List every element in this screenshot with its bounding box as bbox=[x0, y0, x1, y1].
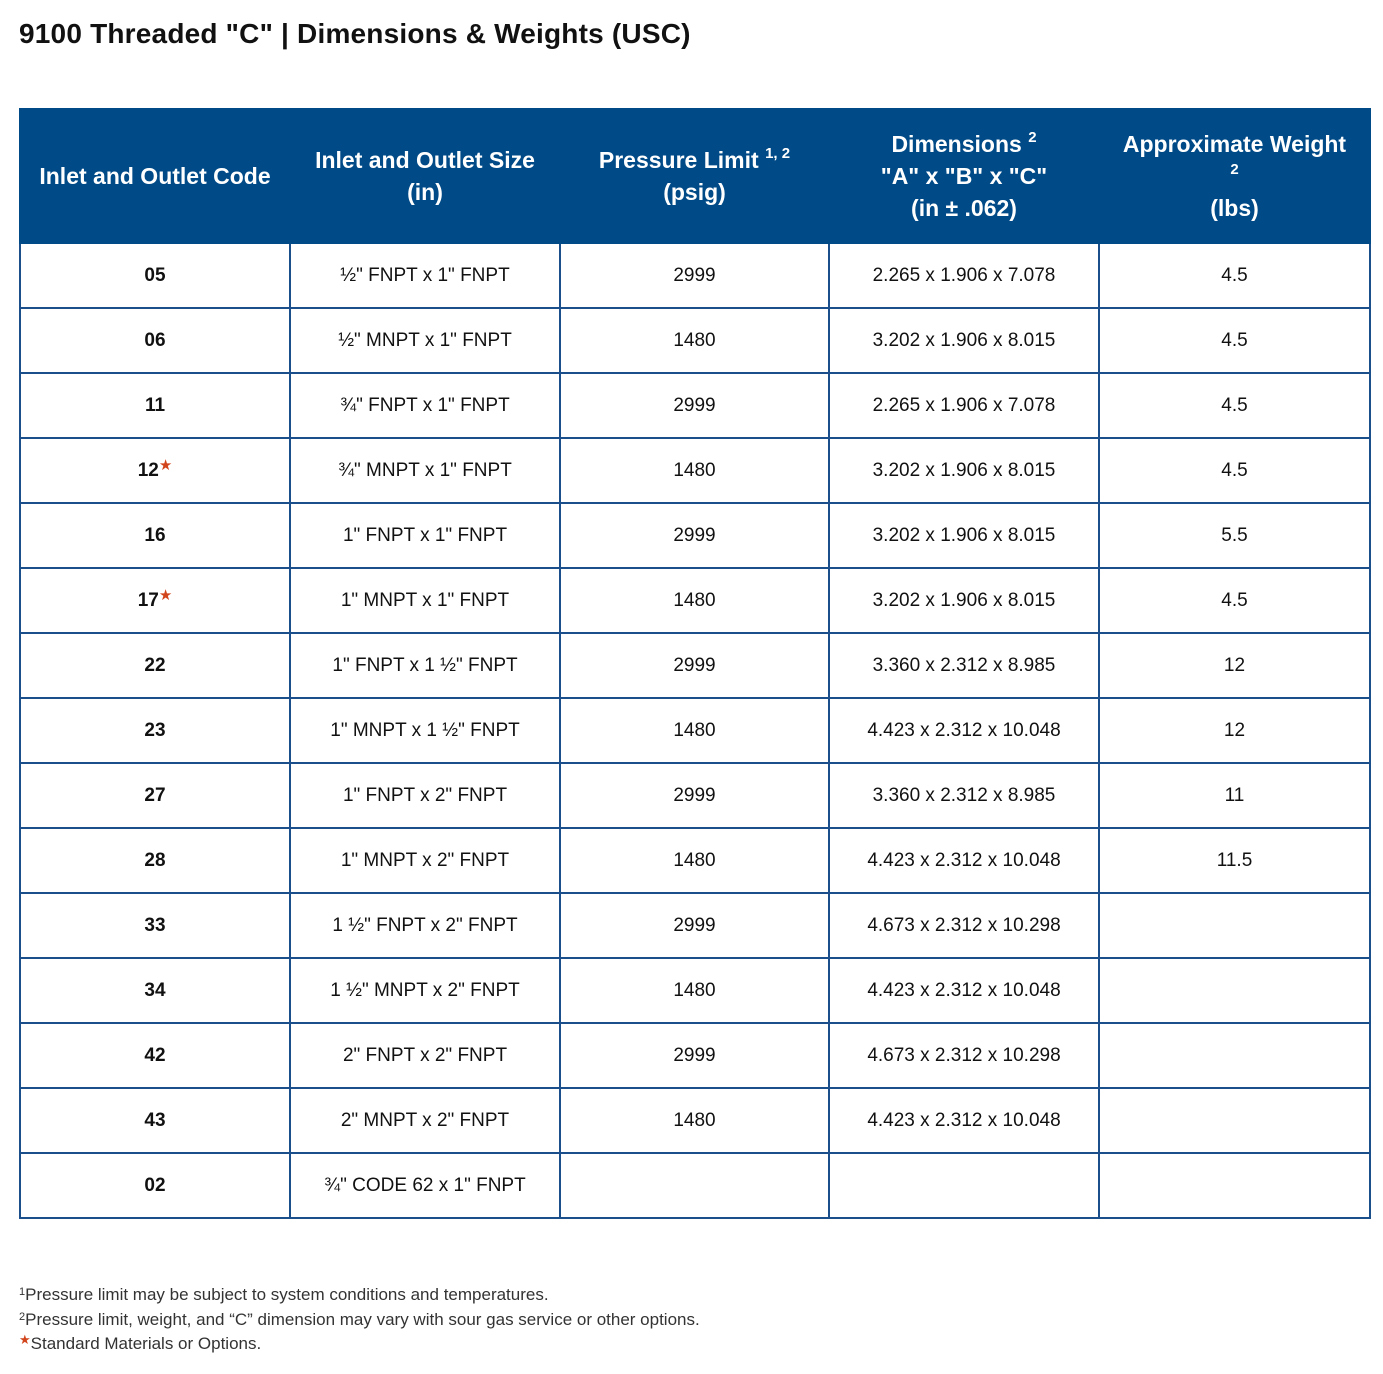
cell-pressure: 1480 bbox=[560, 958, 829, 1023]
cell-code: 17★ bbox=[20, 568, 290, 633]
cell-weight bbox=[1099, 1153, 1370, 1218]
cell-pressure: 2999 bbox=[560, 503, 829, 568]
cell-code: 16 bbox=[20, 503, 290, 568]
cell-size: 2" FNPT x 2" FNPT bbox=[290, 1023, 560, 1088]
cell-pressure: 1480 bbox=[560, 438, 829, 503]
cell-size: ¾" FNPT x 1" FNPT bbox=[290, 373, 560, 438]
cell-weight bbox=[1099, 958, 1370, 1023]
cell-size: ½" FNPT x 1" FNPT bbox=[290, 243, 560, 308]
cell-weight: 12 bbox=[1099, 633, 1370, 698]
cell-dimensions: 4.423 x 2.312 x 10.048 bbox=[829, 958, 1099, 1023]
cell-code: 02 bbox=[20, 1153, 290, 1218]
cell-pressure: 1480 bbox=[560, 1088, 829, 1153]
cell-code: 34 bbox=[20, 958, 290, 1023]
cell-size: 2" MNPT x 2" FNPT bbox=[290, 1088, 560, 1153]
table-row bbox=[20, 698, 1370, 763]
table-row bbox=[20, 633, 1370, 698]
footnote-mark: 2 bbox=[19, 1310, 26, 1323]
cell-dimensions: 2.265 x 1.906 x 7.078 bbox=[829, 243, 1099, 308]
cell-pressure: 1480 bbox=[560, 698, 829, 763]
cell-weight: 4.5 bbox=[1099, 568, 1370, 633]
cell-pressure: 2999 bbox=[560, 373, 829, 438]
dimensions-table bbox=[19, 108, 1371, 1219]
cell-size: 1" FNPT x 1" FNPT bbox=[290, 503, 560, 568]
cell-code: 05 bbox=[20, 243, 290, 308]
cell-code: 28 bbox=[20, 828, 290, 893]
table-row bbox=[20, 503, 1370, 568]
header-dimensions-footnote: 2 bbox=[1028, 129, 1037, 146]
cell-dimensions: 3.202 x 1.906 x 8.015 bbox=[829, 568, 1099, 633]
cell-weight bbox=[1099, 893, 1370, 958]
star-icon: ★ bbox=[158, 456, 173, 474]
cell-code: 43 bbox=[20, 1088, 290, 1153]
cell-size: 1" MNPT x 1" FNPT bbox=[290, 568, 560, 633]
header-dimensions: Dimensions $^2$ "A" x "B" x "C" (in ± .062) bbox=[829, 109, 1099, 243]
cell-size: 1" FNPT x 1 ½" FNPT bbox=[290, 633, 560, 698]
header-pressure: Pressure Limit $^{1, 2}$ (psig) bbox=[560, 109, 829, 243]
footnote: $^1$Pressure limit may be subject to system conditions and temperatures. bbox=[19, 1285, 549, 1304]
cell-weight: 5.5 bbox=[1099, 503, 1370, 568]
cell-pressure: 1480 bbox=[560, 568, 829, 633]
cell-code: 11 bbox=[20, 373, 290, 438]
cell-code: 33 bbox=[20, 893, 290, 958]
cell-dimensions: 4.673 x 2.312 x 10.298 bbox=[829, 893, 1099, 958]
table-row bbox=[20, 1088, 1370, 1153]
cell-pressure: 2999 bbox=[560, 763, 829, 828]
cell-code: 22 bbox=[20, 633, 290, 698]
table-row bbox=[20, 243, 1370, 308]
table-row bbox=[20, 763, 1370, 828]
cell-code: 42 bbox=[20, 1023, 290, 1088]
cell-pressure: 2999 bbox=[560, 633, 829, 698]
cell-size: 1" FNPT x 2" FNPT bbox=[290, 763, 560, 828]
table-row bbox=[20, 308, 1370, 373]
page-title: 9100 Threaded "C" | Dimensions & Weights (USC) bbox=[19, 18, 691, 49]
cell-pressure: 2999 bbox=[560, 893, 829, 958]
cell-size: ½" MNPT x 1" FNPT bbox=[290, 308, 560, 373]
table-row bbox=[20, 893, 1370, 958]
footnote-mark: 1 bbox=[19, 1286, 26, 1298]
cell-code: 06 bbox=[20, 308, 290, 373]
header-weight-footnote: 2 bbox=[1230, 161, 1239, 178]
star-icon: ★ bbox=[158, 586, 173, 604]
cell-dimensions: 4.423 x 2.312 x 10.048 bbox=[829, 828, 1099, 893]
cell-dimensions: 4.423 x 2.312 x 10.048 bbox=[829, 1088, 1099, 1153]
cell-code: 23 bbox=[20, 698, 290, 763]
table-row bbox=[20, 958, 1370, 1023]
cell-size: ¾" CODE 62 x 1" FNPT bbox=[290, 1153, 560, 1218]
table-row bbox=[20, 1153, 1370, 1218]
cell-dimensions: 3.360 x 2.312 x 8.985 bbox=[829, 763, 1099, 828]
cell-dimensions: 3.202 x 1.906 x 8.015 bbox=[829, 308, 1099, 373]
header-size: Inlet and Outlet Size (in) bbox=[290, 109, 560, 243]
cell-weight: 4.5 bbox=[1099, 438, 1370, 503]
header-code: Inlet and Outlet Code bbox=[20, 109, 290, 243]
header-pressure-footnote: 1, 2 bbox=[765, 145, 791, 162]
cell-pressure: 2999 bbox=[560, 1023, 829, 1088]
table-row bbox=[20, 1023, 1370, 1088]
cell-size: 1" MNPT x 1 ½" FNPT bbox=[290, 698, 560, 763]
cell-weight bbox=[1099, 1023, 1370, 1088]
cell-size: 1 ½" MNPT x 2" FNPT bbox=[290, 958, 560, 1023]
cell-weight: 12 bbox=[1099, 698, 1370, 763]
cell-pressure: 1480 bbox=[560, 828, 829, 893]
cell-dimensions: 4.673 x 2.312 x 10.298 bbox=[829, 1023, 1099, 1088]
cell-pressure: 2999 bbox=[560, 243, 829, 308]
table-row bbox=[20, 373, 1370, 438]
table-header-row bbox=[20, 109, 1370, 243]
cell-code: 27 bbox=[20, 763, 290, 828]
cell-weight: 4.5 bbox=[1099, 373, 1370, 438]
cell-dimensions: 4.423 x 2.312 x 10.048 bbox=[829, 698, 1099, 763]
cell-dimensions bbox=[829, 1153, 1099, 1218]
cell-weight: 11.5 bbox=[1099, 828, 1370, 893]
cell-weight: 4.5 bbox=[1099, 308, 1370, 373]
cell-pressure bbox=[560, 1153, 829, 1218]
cell-dimensions: 3.360 x 2.312 x 8.985 bbox=[829, 633, 1099, 698]
cell-dimensions: 3.202 x 1.906 x 8.015 bbox=[829, 438, 1099, 503]
header-weight: Approximate Weight $^2$ (lbs) bbox=[1099, 109, 1370, 243]
cell-pressure: 1480 bbox=[560, 308, 829, 373]
cell-weight: 4.5 bbox=[1099, 243, 1370, 308]
cell-weight: 11 bbox=[1099, 763, 1370, 828]
star-icon: ★ bbox=[19, 1332, 31, 1347]
table-body bbox=[20, 243, 1370, 1218]
table-row bbox=[20, 828, 1370, 893]
footnotes bbox=[19, 1283, 700, 1357]
table-row bbox=[20, 568, 1370, 633]
table-row bbox=[20, 438, 1370, 503]
cell-weight bbox=[1099, 1088, 1370, 1153]
cell-code: 12★ bbox=[20, 438, 290, 503]
cell-dimensions: 2.265 x 1.906 x 7.078 bbox=[829, 373, 1099, 438]
cell-size: 1 ½" FNPT x 2" FNPT bbox=[290, 893, 560, 958]
cell-dimensions: 3.202 x 1.906 x 8.015 bbox=[829, 503, 1099, 568]
footnote: ★Standard Materials or Options. bbox=[19, 1332, 262, 1353]
footnote: $^2$Pressure limit, weight, and “C” dimension may vary with sour gas service or other options. bbox=[19, 1309, 700, 1329]
cell-size: ¾" MNPT x 1" FNPT bbox=[290, 438, 560, 503]
cell-size: 1" MNPT x 2" FNPT bbox=[290, 828, 560, 893]
